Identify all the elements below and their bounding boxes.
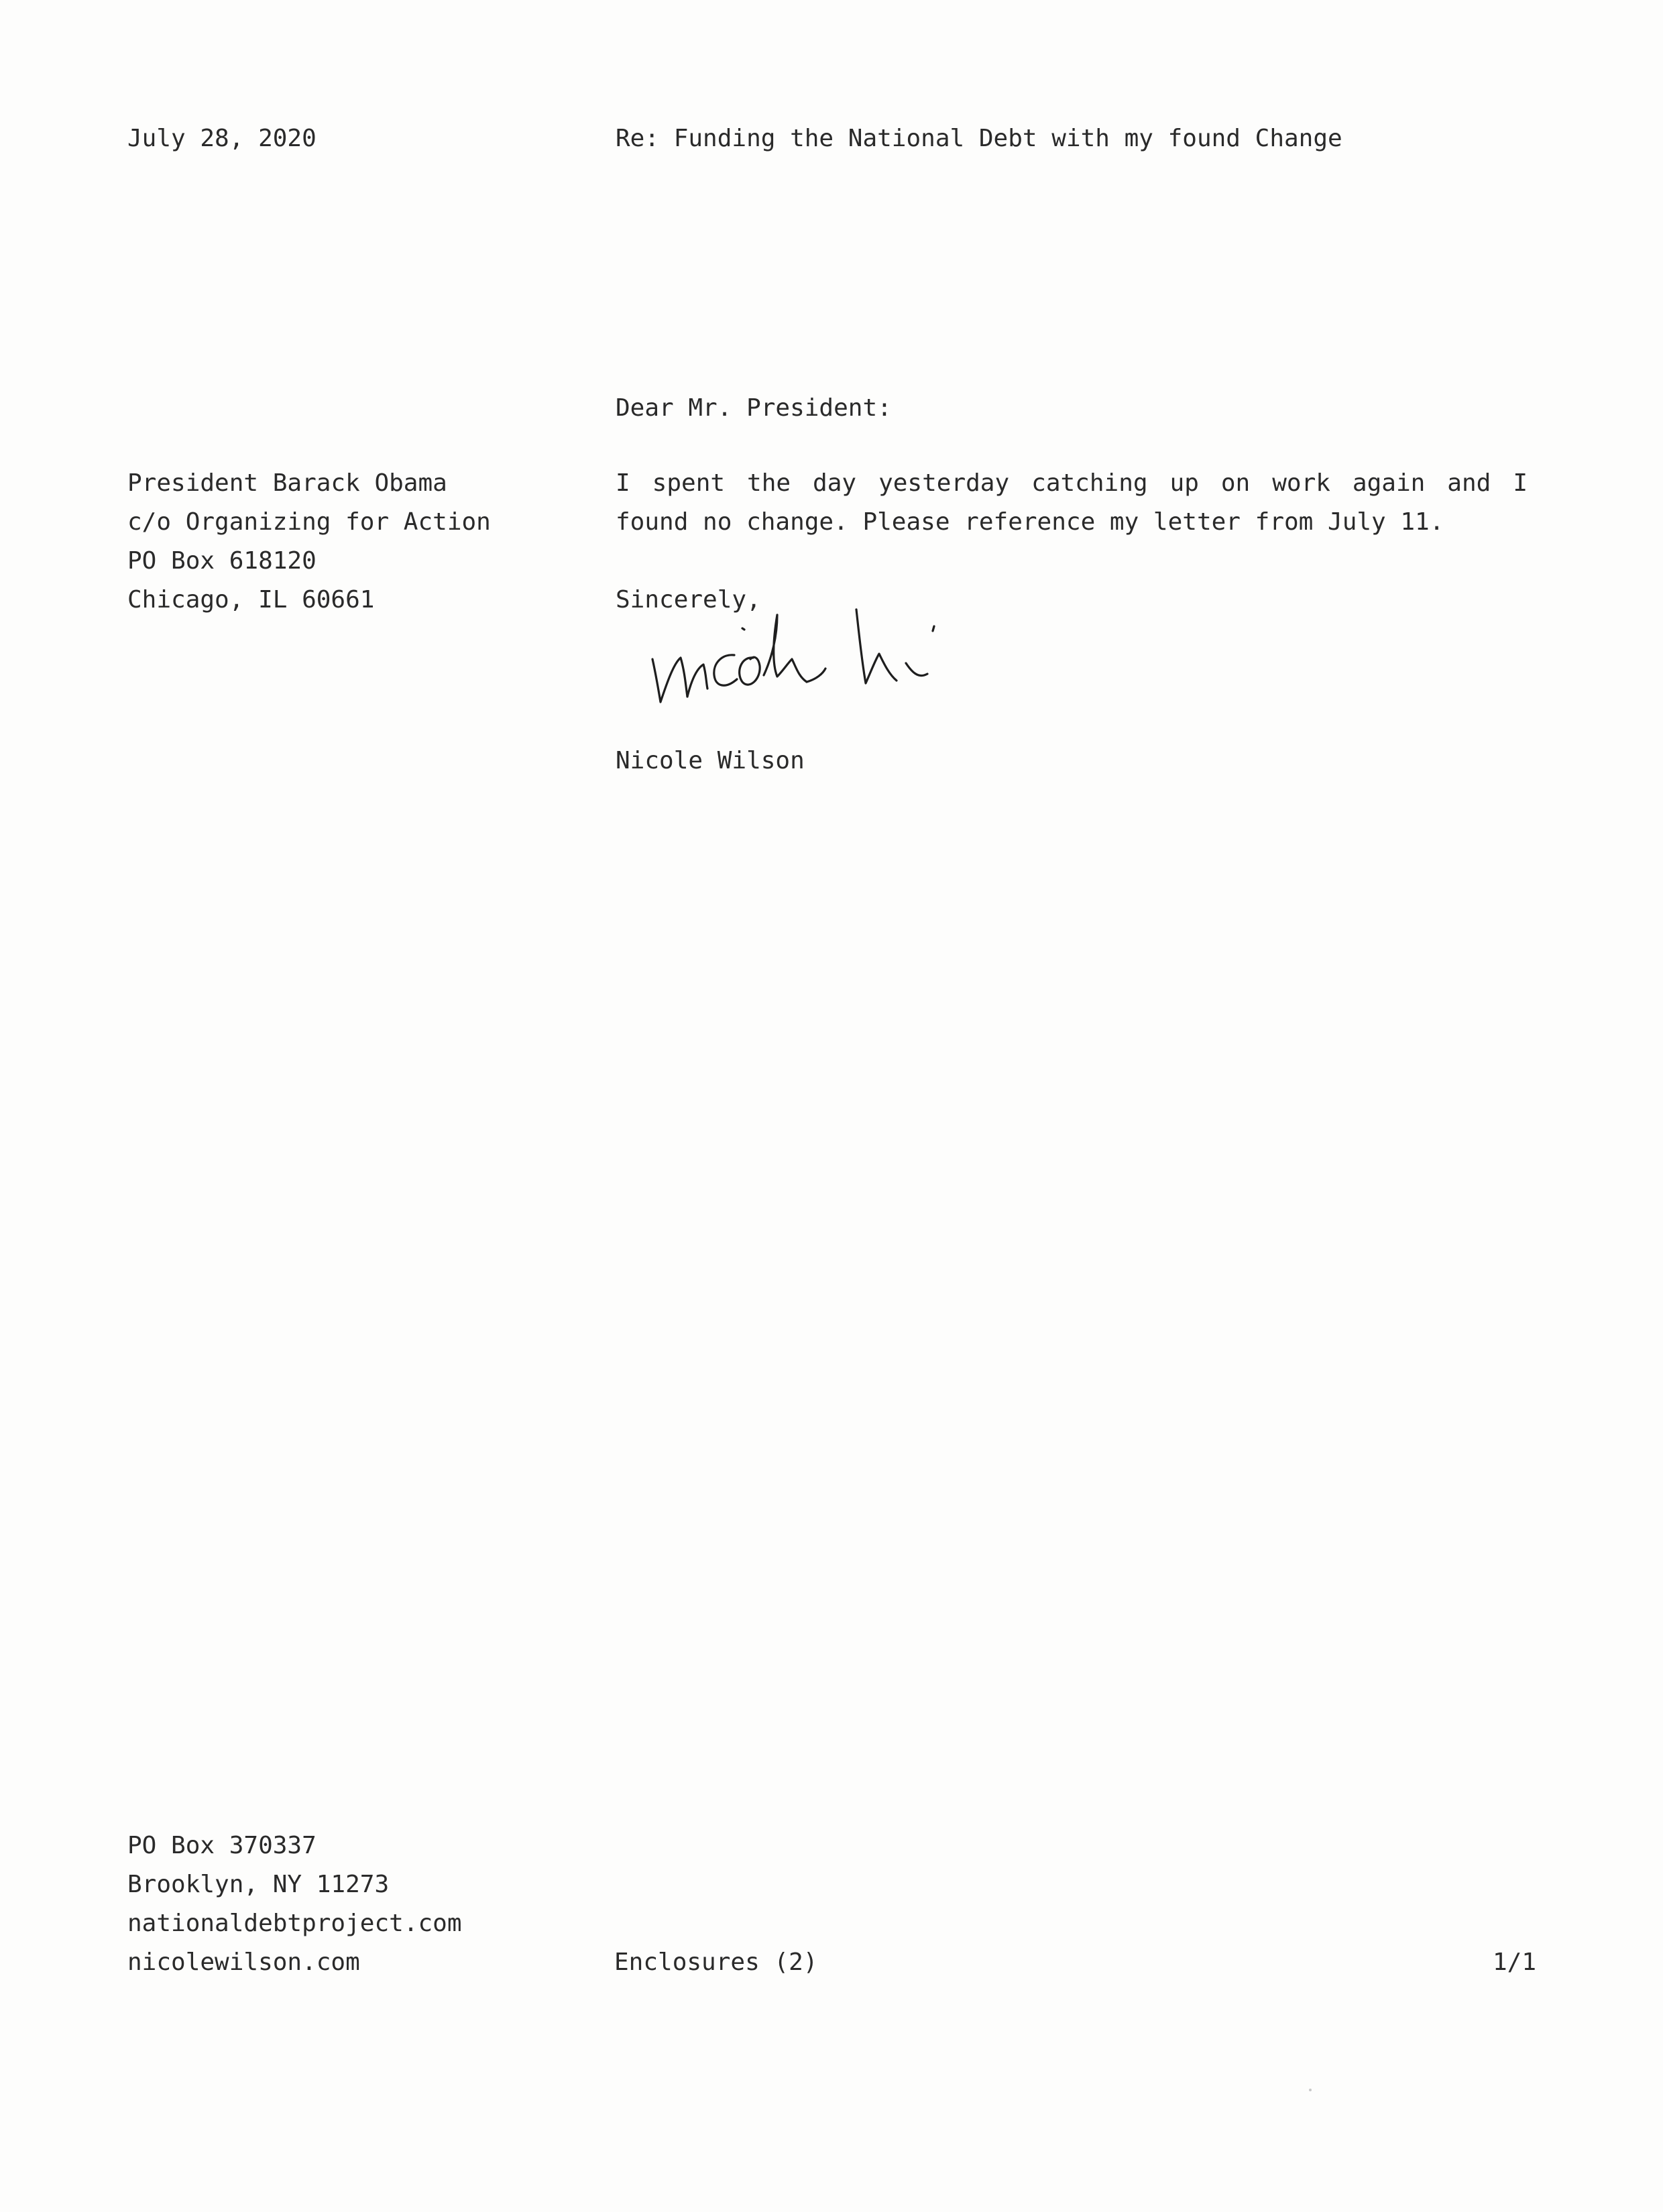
sender-line: nicolewilson.com (127, 1948, 360, 1976)
sender-line: nationaldebtproject.com (127, 1910, 462, 1937)
page-number: 1/1 (1493, 1948, 1537, 1976)
sender-address (127, 1826, 462, 1982)
letter-body: I spent the day yesterday catching up on work again and I found no change. Please reference my letter from July 11. (616, 469, 1528, 536)
letter-date: July 28, 2020 (127, 125, 317, 152)
closing: Sincerely, (616, 586, 761, 614)
recipient-line: Chicago, IL 60661 (127, 586, 375, 614)
signature-image (640, 607, 956, 721)
salutation: Dear Mr. President: (616, 394, 892, 422)
recipient-line: PO Box 618120 (127, 547, 317, 575)
recipient-line: c/o Organizing for Action (127, 508, 491, 536)
letter-subject: Re: Funding the National Debt with my found Change (616, 125, 1342, 152)
recipient-line: President Barack Obama (127, 469, 447, 497)
sender-line: PO Box 370337 (127, 1832, 317, 1859)
sender-line: Brooklyn, NY 11273 (127, 1871, 390, 1898)
enclosures-note: Enclosures (2) (614, 1948, 818, 1976)
paper-speck (1309, 2089, 1312, 2091)
signer-name: Nicole Wilson (616, 747, 805, 774)
recipient-address (127, 464, 491, 620)
